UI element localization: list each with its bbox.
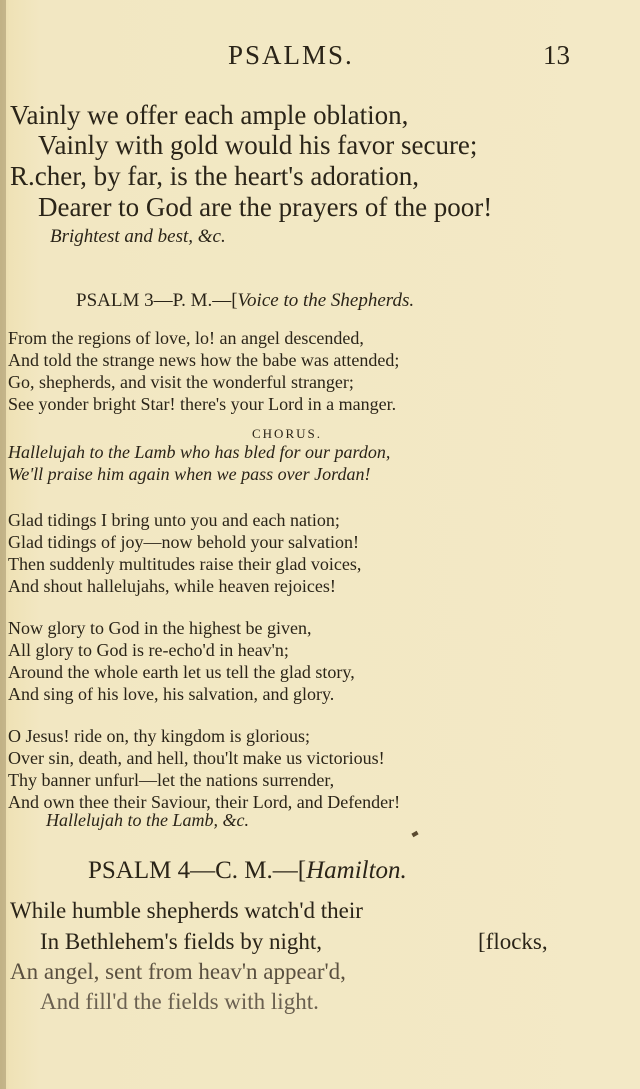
verse-line: Then suddenly multitudes raise their glad voices, bbox=[8, 554, 362, 574]
turnover-word: [flocks, bbox=[478, 929, 548, 954]
verse-line: And own thee their Saviour, their Lord, and Defender! bbox=[8, 792, 401, 812]
verse-line: Now glory to God in the highest be given, bbox=[8, 618, 312, 638]
page-number: 13 bbox=[543, 40, 570, 70]
verse-line: All glory to God is re-echo'd in heav'n; bbox=[8, 640, 289, 660]
verse-line: Vainly we offer each ample oblation, bbox=[10, 100, 409, 130]
verse-line: Go, shepherds, and visit the wonderful stranger; bbox=[8, 372, 354, 392]
verse-line: Thy banner unfurl—let the nations surrender, bbox=[8, 770, 335, 790]
verse-line: Around the whole earth let us tell the glad story, bbox=[8, 662, 355, 682]
verse-line: An angel, sent from heav'n appear'd, bbox=[10, 959, 346, 984]
verse-line: And shout hallelujahs, while heaven rejoices! bbox=[8, 576, 336, 596]
psalm-4-heading bbox=[88, 857, 407, 885]
verse-line: Glad tidings I bring unto you and each nation; bbox=[8, 510, 340, 530]
tune-name: Hamilton. bbox=[306, 857, 407, 884]
verse-line: Glad tidings of joy—now behold your salvation! bbox=[8, 532, 359, 552]
verse-line: Vainly with gold would his favor secure; bbox=[38, 130, 478, 160]
chorus-line: We'll praise him again when we pass over Jordan! bbox=[8, 464, 371, 484]
verse-line: And told the strange news how the babe was attended; bbox=[8, 350, 400, 370]
page-gutter bbox=[0, 0, 6, 1089]
chorus-line: Hallelujah to the Lamb who has bled for our pardon, bbox=[8, 442, 391, 462]
verse-line: While humble shepherds watch'd their bbox=[10, 898, 363, 923]
verse-line: O Jesus! ride on, thy kingdom is glorious; bbox=[8, 726, 310, 746]
tune-name: Voice to the Shepherds. bbox=[237, 290, 415, 311]
running-header: PSALMS. bbox=[228, 40, 354, 70]
refrain-cue: Hallelujah to the Lamb, &c. bbox=[46, 810, 249, 830]
chorus-label: CHORUS. bbox=[252, 426, 322, 441]
printer-mark bbox=[411, 831, 418, 837]
psalm-heading-text: PSALM 4—C. M.—[ bbox=[88, 857, 307, 884]
refrain-cue: Brightest and best, &c. bbox=[50, 226, 226, 247]
verse-line: In Bethlehem's fields by night, bbox=[40, 929, 323, 954]
verse-line: Dearer to God are the prayers of the poor! bbox=[38, 192, 493, 222]
verse-line: See yonder bright Star! there's your Lord in a manger. bbox=[8, 394, 397, 414]
verse-line: From the regions of love, lo! an angel descended, bbox=[8, 328, 364, 348]
verse-line: And fill'd the fields with light. bbox=[40, 989, 319, 1014]
psalm-3-heading bbox=[76, 290, 414, 312]
psalm-heading-text: PSALM 3—P. M.—[ bbox=[76, 290, 238, 311]
verse-line: Over sin, death, and hell, thou'lt make us victorious! bbox=[8, 748, 385, 768]
verse-line: And sing of his love, his salvation, and glory. bbox=[8, 684, 335, 704]
verse-line: R.cher, by far, is the heart's adoration, bbox=[10, 161, 420, 191]
